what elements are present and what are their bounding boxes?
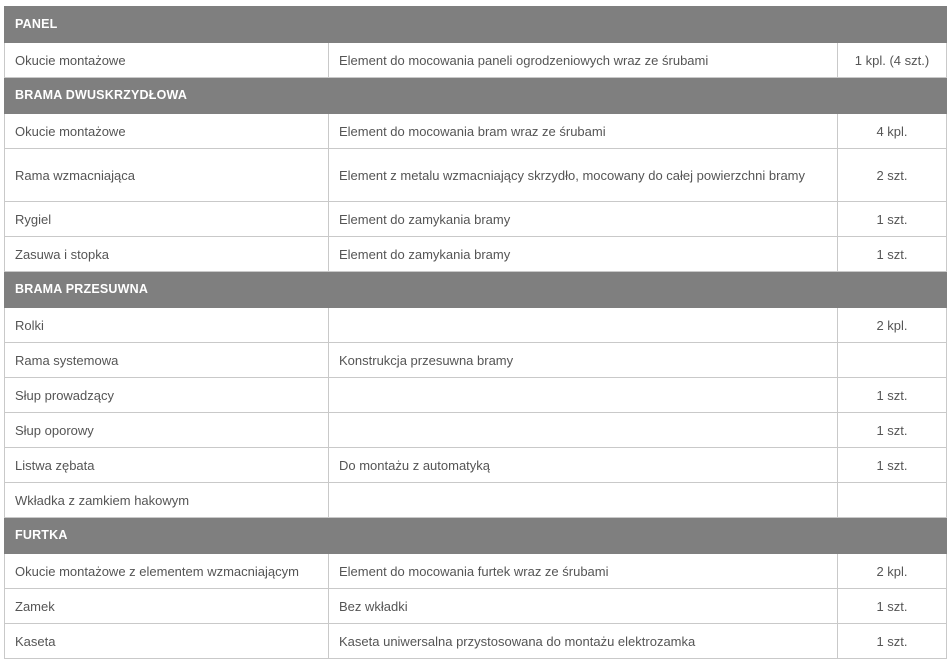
item-description-cell: Kaseta uniwersalna przystosowana do montażu elektrozamka (329, 624, 838, 659)
item-name-cell: Zamek (5, 589, 329, 624)
section-title: BRAMA DWUSKRZYDŁOWA (5, 78, 947, 114)
item-quantity-cell: 1 szt. (838, 413, 947, 448)
item-description-cell: Element do mocowania paneli ogrodzeniowych wraz ze śrubami (329, 43, 838, 78)
item-quantity-cell: 2 szt. (838, 149, 947, 202)
item-description-cell: Element do mocowania furtek wraz ze śrubami (329, 554, 838, 589)
item-description-cell: Do montażu z automatyką (329, 448, 838, 483)
item-name-cell: Wkładka z zamkiem hakowym (5, 483, 329, 518)
item-description-cell: Bez wkładki (329, 589, 838, 624)
table-row (5, 202, 947, 237)
table-row (5, 483, 947, 518)
item-quantity-cell (838, 483, 947, 518)
components-table-body (5, 7, 947, 659)
item-quantity-cell (838, 343, 947, 378)
item-name-cell: Okucie montażowe (5, 43, 329, 78)
item-description-cell: Element do mocowania bram wraz ze śrubami (329, 114, 838, 149)
item-quantity-cell: 4 kpl. (838, 114, 947, 149)
item-quantity-cell: 1 szt. (838, 589, 947, 624)
item-name-cell: Listwa zębata (5, 448, 329, 483)
item-description-cell: Element do zamykania bramy (329, 202, 838, 237)
item-quantity-cell: 1 kpl. (4 szt.) (838, 43, 947, 78)
item-quantity-cell: 1 szt. (838, 237, 947, 272)
item-quantity-cell: 1 szt. (838, 448, 947, 483)
item-name-cell: Rolki (5, 308, 329, 343)
table-row (5, 378, 947, 413)
section-header-row (5, 272, 947, 308)
item-name-cell: Słup prowadzący (5, 378, 329, 413)
item-description-cell: Konstrukcja przesuwna bramy (329, 343, 838, 378)
section-title: BRAMA PRZESUWNA (5, 272, 947, 308)
section-title: PANEL (5, 7, 947, 43)
table-row (5, 554, 947, 589)
item-quantity-cell: 2 kpl. (838, 308, 947, 343)
item-description-cell (329, 483, 838, 518)
table-row (5, 308, 947, 343)
item-description-cell (329, 308, 838, 343)
table-row (5, 448, 947, 483)
item-quantity-cell: 1 szt. (838, 624, 947, 659)
item-name-cell: Zasuwa i stopka (5, 237, 329, 272)
section-header-row (5, 7, 947, 43)
components-table (4, 6, 947, 659)
item-description-cell: Element z metalu wzmacniający skrzydło, mocowany do całej powierzchni bramy (329, 149, 838, 202)
item-name-cell: Okucie montażowe z elementem wzmacniającym (5, 554, 329, 589)
item-quantity-cell: 1 szt. (838, 378, 947, 413)
table-row (5, 114, 947, 149)
section-header-row (5, 78, 947, 114)
item-description-cell (329, 413, 838, 448)
item-name-cell: Okucie montażowe (5, 114, 329, 149)
table-row (5, 624, 947, 659)
section-title: FURTKA (5, 518, 947, 554)
table-row (5, 413, 947, 448)
item-name-cell: Rygiel (5, 202, 329, 237)
item-name-cell: Rama wzmacniająca (5, 149, 329, 202)
item-name-cell: Rama systemowa (5, 343, 329, 378)
table-row (5, 343, 947, 378)
item-name-cell: Słup oporowy (5, 413, 329, 448)
table-row (5, 237, 947, 272)
section-header-row (5, 518, 947, 554)
item-description-cell: Element do zamykania bramy (329, 237, 838, 272)
table-row (5, 149, 947, 202)
item-description-cell (329, 378, 838, 413)
item-quantity-cell: 2 kpl. (838, 554, 947, 589)
item-quantity-cell: 1 szt. (838, 202, 947, 237)
table-row (5, 589, 947, 624)
table-row (5, 43, 947, 78)
item-name-cell: Kaseta (5, 624, 329, 659)
